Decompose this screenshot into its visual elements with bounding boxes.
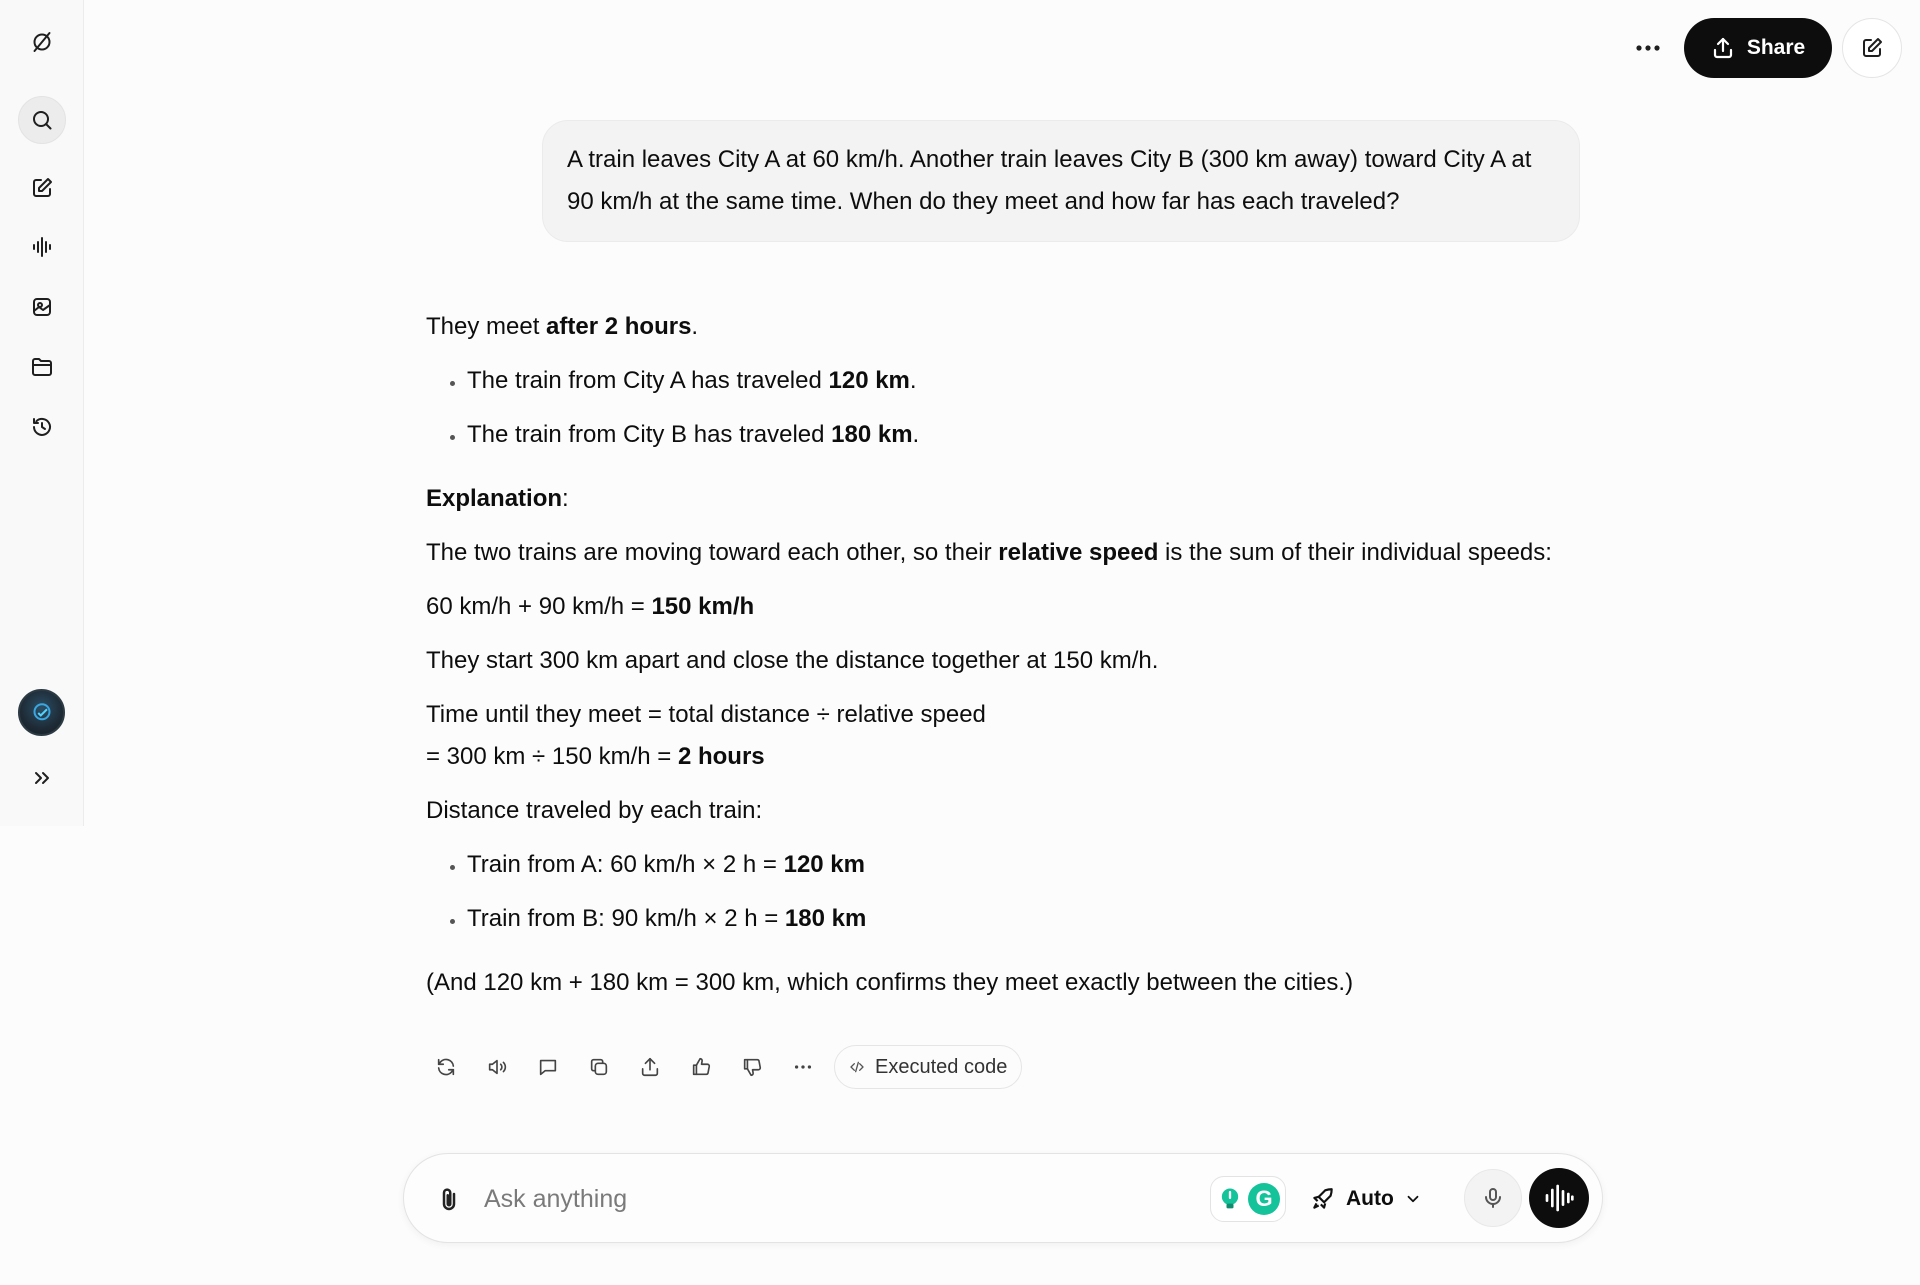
- code-icon: [849, 1059, 865, 1075]
- logo-icon[interactable]: [18, 18, 66, 66]
- extensions-pill[interactable]: [1210, 1176, 1286, 1222]
- voice-waveform-icon[interactable]: [18, 223, 66, 271]
- grammarly-icon: G: [1248, 1183, 1280, 1215]
- explanation-heading: Explanation:: [426, 485, 569, 512]
- regenerate-icon[interactable]: [420, 1046, 471, 1088]
- executed-code-button[interactable]: [834, 1045, 1022, 1089]
- microphone-icon: [1481, 1186, 1505, 1210]
- start-line: They start 300 km apart and close the distance together at 150 km/h.: [426, 647, 1159, 674]
- more-options-icon[interactable]: [1626, 26, 1670, 70]
- summary-list: [426, 360, 1586, 456]
- avatar[interactable]: [18, 689, 65, 736]
- copy-icon[interactable]: [573, 1046, 624, 1088]
- share-response-icon[interactable]: [624, 1046, 675, 1088]
- gallery-icon[interactable]: [18, 283, 66, 331]
- model-label: Auto: [1346, 1187, 1394, 1210]
- relative-speed-paragraph: The two trains are moving toward each other, so their relative speed is the sum of their individual speeds:: [426, 539, 1552, 566]
- lightbulb-icon: [1216, 1185, 1244, 1213]
- composer: [403, 1153, 1603, 1243]
- history-icon[interactable]: [18, 403, 66, 451]
- list-item: • The train from City A has traveled 120 km.: [467, 360, 1586, 402]
- confirmation-line: (And 120 km + 180 km = 300 km, which confirms they meet exactly between the cities.): [426, 969, 1354, 996]
- share-label: Share: [1746, 36, 1806, 59]
- list-item: • The train from City B has traveled 180 km.: [467, 414, 1586, 456]
- thumbs-down-icon[interactable]: [726, 1046, 777, 1088]
- compose-button[interactable]: [1842, 18, 1902, 78]
- sidebar: [0, 0, 84, 826]
- top-bar: [1626, 18, 1902, 78]
- share-button[interactable]: [1684, 18, 1832, 78]
- list-item: • Train from B: 90 km/h × 2 h = 180 km: [467, 898, 1586, 940]
- answer-intro: They meet after 2 hours.: [426, 313, 699, 340]
- voice-waveform-icon: [1543, 1182, 1575, 1214]
- distance-list: [426, 844, 1586, 940]
- rocket-icon: [1310, 1186, 1336, 1212]
- attach-icon[interactable]: [434, 1184, 464, 1214]
- sum-line: 60 km/h + 90 km/h = 150 km/h: [426, 593, 755, 620]
- user-message: A train leaves City A at 60 km/h. Another train leaves City B (300 km away) toward City A at 90 km/h at the same time. When do they meet and how far has each traveled?: [542, 120, 1580, 242]
- model-selector[interactable]: [1310, 1176, 1422, 1222]
- list-item: • Train from A: 60 km/h × 2 h = 120 km: [467, 844, 1586, 886]
- expand-icon[interactable]: [18, 754, 66, 802]
- time-calculation: Time until they meet = total distance ÷ relative speed = 300 km ÷ 150 km/h = 2 hours: [426, 701, 986, 770]
- compose-icon: [1860, 36, 1884, 60]
- message-actions: [420, 1045, 1022, 1089]
- upload-icon: [1711, 36, 1735, 60]
- ask-input[interactable]: [482, 1176, 1082, 1222]
- comment-icon[interactable]: [522, 1046, 573, 1088]
- assistant-response: [426, 306, 1586, 1016]
- voice-mode-button[interactable]: [1529, 1168, 1589, 1228]
- chevron-down-icon: [1404, 1190, 1422, 1208]
- microphone-button[interactable]: [1464, 1169, 1522, 1227]
- thumbs-up-icon[interactable]: [675, 1046, 726, 1088]
- executed-code-label: Executed code: [875, 1055, 1008, 1078]
- new-chat-icon[interactable]: [18, 164, 66, 212]
- folder-icon[interactable]: [18, 343, 66, 391]
- distance-heading: Distance traveled by each train:: [426, 797, 763, 824]
- read-aloud-icon[interactable]: [471, 1046, 522, 1088]
- search-icon[interactable]: [18, 96, 66, 144]
- more-actions-icon[interactable]: [777, 1046, 828, 1088]
